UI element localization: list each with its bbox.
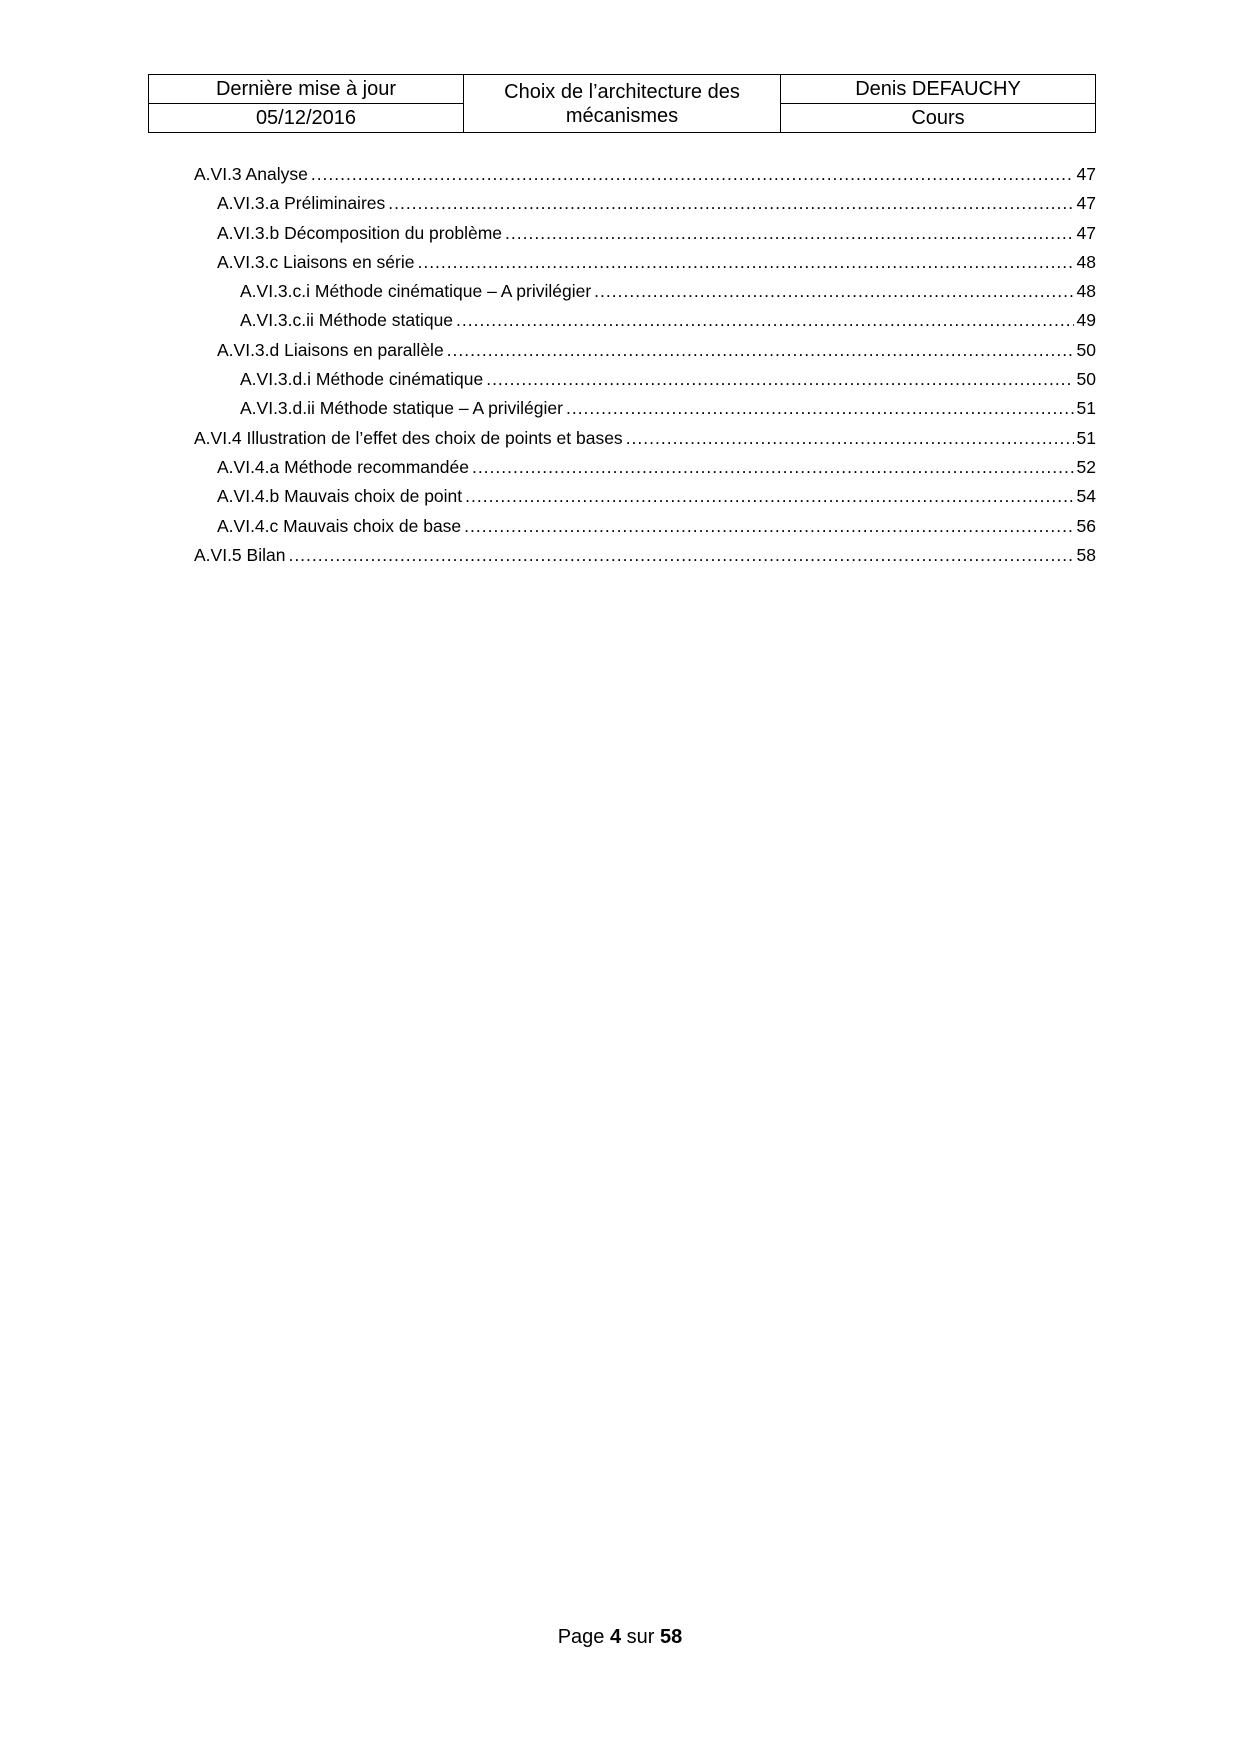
footer-separator: sur bbox=[626, 1626, 655, 1648]
toc-entry[interactable] bbox=[194, 219, 1096, 248]
toc-entry-page: 47 bbox=[1076, 164, 1096, 184]
toc-entry-page: 49 bbox=[1076, 310, 1096, 331]
total-pages: 58 bbox=[660, 1626, 683, 1648]
toc-entry[interactable] bbox=[194, 482, 1096, 511]
toc-entry-page: 48 bbox=[1076, 281, 1096, 302]
toc-dot-leader bbox=[417, 248, 1073, 277]
toc-entry-page: 54 bbox=[1076, 486, 1096, 507]
toc-entry-page: 47 bbox=[1076, 193, 1096, 214]
toc-entry-label: A.VI.3.d.i Méthode cinématique bbox=[240, 369, 484, 390]
title-line-2: mécanismes bbox=[565, 104, 679, 127]
toc-entry[interactable] bbox=[194, 306, 1096, 335]
toc-entry-label: A.VI.3.c Liaisons en série bbox=[217, 251, 415, 272]
toc-entry-label: A.VI.4.a Méthode recommandée bbox=[217, 456, 469, 477]
toc-entry[interactable] bbox=[194, 453, 1096, 482]
toc-entry-page: 52 bbox=[1076, 456, 1096, 477]
document-title bbox=[464, 75, 781, 133]
toc-entry-label: A.VI.3.c.ii Méthode statique bbox=[240, 310, 454, 331]
update-date: 05/12/2016 bbox=[149, 104, 464, 133]
document-header bbox=[148, 74, 1096, 133]
toc-entry[interactable] bbox=[194, 541, 1096, 570]
last-update-label: Dernière mise à jour bbox=[149, 75, 464, 104]
toc-entry-label: A.VI.4.c Mauvais choix de base bbox=[217, 515, 462, 536]
toc-entry-page: 51 bbox=[1076, 427, 1096, 448]
toc-entry-page: 48 bbox=[1076, 251, 1096, 272]
toc-entry[interactable] bbox=[194, 512, 1096, 541]
toc-entry-page: 56 bbox=[1076, 515, 1096, 536]
toc-dot-leader bbox=[288, 541, 1073, 570]
toc-entry-label: A.VI.4.b Mauvais choix de point bbox=[217, 486, 463, 507]
footer-prefix: Page bbox=[557, 1626, 605, 1648]
toc-entry-page: 50 bbox=[1076, 339, 1096, 360]
toc-dot-leader bbox=[465, 482, 1073, 511]
toc-entry[interactable] bbox=[194, 336, 1096, 365]
toc-dot-leader bbox=[311, 160, 1074, 189]
toc-entry-label: A.VI.3.b Décomposition du problème bbox=[217, 222, 503, 243]
toc-entry-label: A.VI.3.d Liaisons en parallèle bbox=[217, 339, 444, 360]
toc-dot-leader bbox=[486, 365, 1073, 394]
toc-entry[interactable] bbox=[194, 160, 1096, 189]
toc-dot-leader bbox=[626, 424, 1074, 453]
toc-entry-page: 47 bbox=[1076, 222, 1096, 243]
toc-entry[interactable] bbox=[194, 189, 1096, 218]
toc-dot-leader bbox=[447, 336, 1074, 365]
toc-entry[interactable] bbox=[194, 365, 1096, 394]
toc-entry-label: A.VI.5 Bilan bbox=[194, 544, 286, 565]
toc-entry[interactable] bbox=[194, 394, 1096, 423]
toc-entry[interactable] bbox=[194, 248, 1096, 277]
toc-entry[interactable] bbox=[194, 424, 1096, 453]
toc-dot-leader bbox=[505, 219, 1074, 248]
toc-dot-leader bbox=[594, 277, 1073, 306]
toc-entry[interactable] bbox=[194, 277, 1096, 306]
table-of-contents bbox=[194, 160, 1096, 570]
toc-dot-leader bbox=[456, 306, 1073, 335]
toc-entry-label: A.VI.3.c.i Méthode cinématique – A privilégier bbox=[240, 281, 592, 302]
toc-dot-leader bbox=[472, 453, 1074, 482]
document-type: Cours bbox=[781, 104, 1096, 133]
toc-dot-leader bbox=[388, 189, 1073, 218]
toc-entry-page: 51 bbox=[1076, 398, 1096, 419]
current-page-number: 4 bbox=[609, 1626, 622, 1648]
toc-entry-page: 58 bbox=[1076, 544, 1096, 565]
page-footer bbox=[0, 1626, 1240, 1649]
toc-entry-label: A.VI.3.a Préliminaires bbox=[217, 193, 386, 214]
toc-dot-leader bbox=[464, 512, 1073, 541]
toc-dot-leader bbox=[566, 394, 1074, 423]
title-line-1: Choix de l’architecture des bbox=[504, 80, 740, 103]
toc-entry-page: 50 bbox=[1076, 369, 1096, 390]
author: Denis DEFAUCHY bbox=[781, 75, 1096, 104]
toc-entry-label: A.VI.3.d.ii Méthode statique – A privilégier bbox=[240, 398, 563, 419]
toc-entry-label: A.VI.4 Illustration de l’effet des choix de points et bases bbox=[194, 427, 623, 448]
toc-entry-label: A.VI.3 Analyse bbox=[194, 164, 308, 184]
